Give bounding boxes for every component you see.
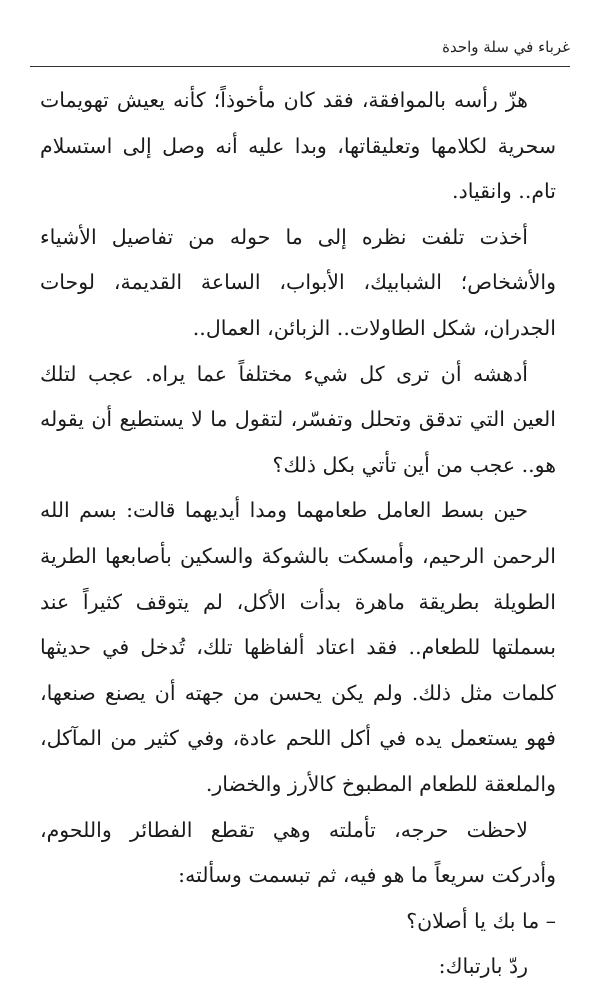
paragraph: لاحظت حرجه، تأملته وهي تقطع الفطائر واللحوم، وأدركت سريعاً ما هو فيه، ثم تبسمت وسألته: (40, 817, 556, 888)
running-header: غرباء في سلة واحدة (442, 38, 570, 56)
dialogue-line: – ما بك يا أصلان؟ (406, 908, 556, 933)
paragraph: أخذت تلفت نظره إلى ما حوله من تفاصيل الأشياء والأشخاص؛ الشبابيك، الأبواب، الساعة القديمة، لوحات الجدران، شكل الطاولات.. الزبائن، العمال.. (40, 224, 556, 340)
body-text (40, 78, 556, 990)
paragraph: هزّ رأسه بالموافقة، فقد كان مأخوذاً؛ كأنه يعيش تهويمات سحرية لكلامها وتعليقاتها، وبدا عليه أنه وصل إلى استسلام تام.. وانقياد. (40, 88, 556, 204)
header-rule (30, 66, 570, 67)
paragraph: أدهشه أن ترى كل شيء مختلفاً عما يراه. عجب لتلك العين التي تدقق وتحلل وتفسّر، لتقول ما لا يستطيع أن يقوله هو.. عجب من أين تأتي بكل ذلك؟ (40, 361, 556, 477)
closing-line: ردّ بارتباك: (438, 954, 528, 979)
paragraph: حين بسط العامل طعامهما ومدا أيديهما قالت: بسم الله الرحمن الرحيم، وأمسكت بالشوكة والسكين بأصابعها الطرية الطويلة بطريقة ماهرة بدأت الأكل، لم يتوقف كثيراً عند بسملتها للطعام.. فقد اعتاد ألفاظها تلك، تُدخل في حديثها كلمات مثل ذلك. ولم يكن يحسن من جهته أن يصنع صنعها، فهو يستعمل يده في أكل اللحم عادة، وفي كثير من المآكل، والملعقة للطعام المطبوخ كالأرز والخضار. (40, 498, 556, 796)
